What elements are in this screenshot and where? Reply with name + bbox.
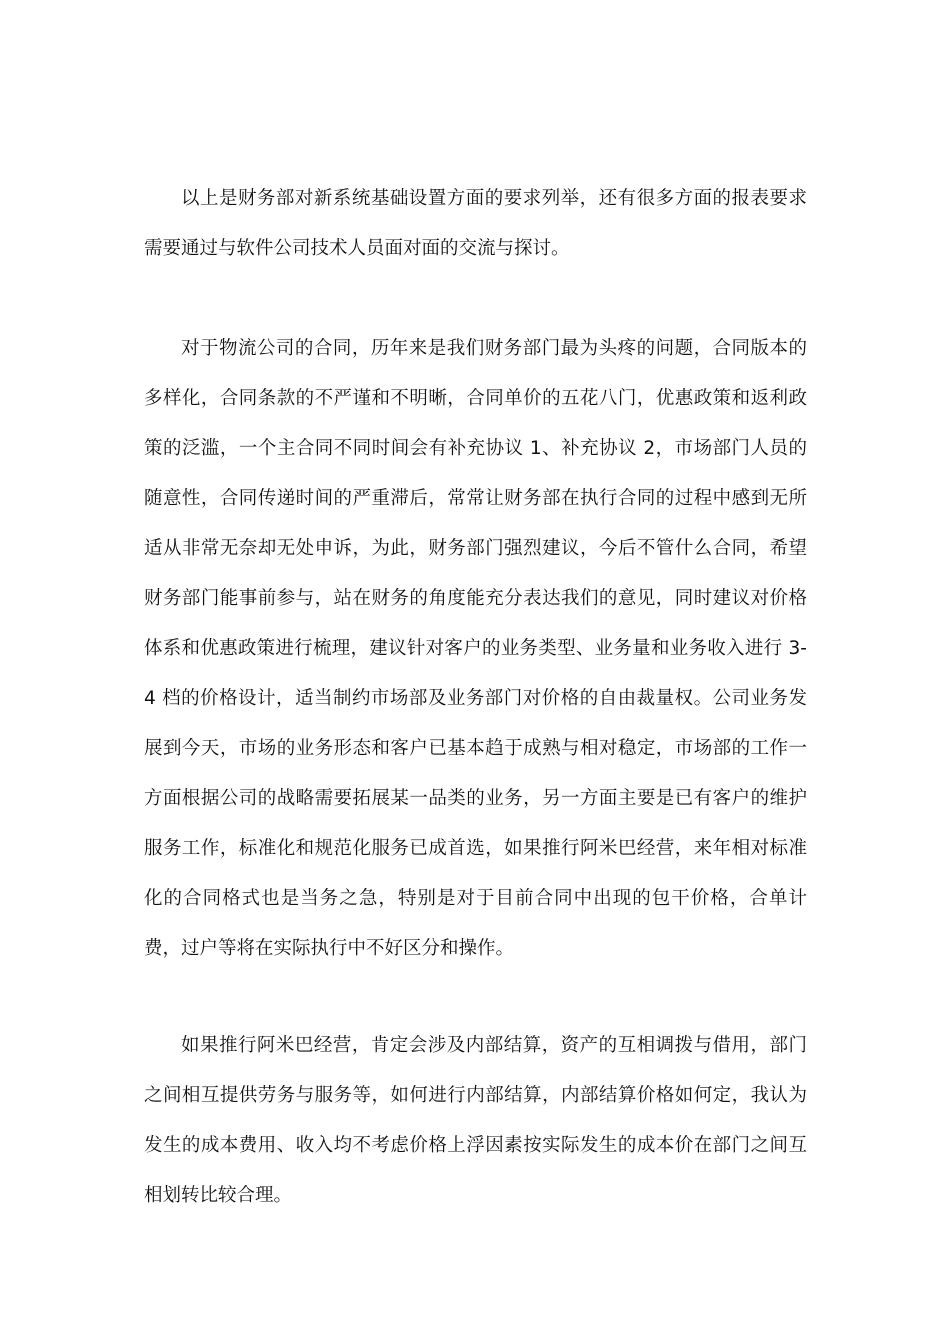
paragraph-basic-settings-summary: 以上是财务部对新系统基础设置方面的要求列举，还有很多方面的报表要求需要通过与软件公司技术人员面对面的交流与探讨。 xyxy=(144,188,807,259)
paragraph-contract-management: 对于物流公司的合同，历年来是我们财务部门最为头疼的问题，合同版本的多样化，合同条款的不严谨和不明晰，合同单价的五花八门，优惠政策和返利政策的泛滥，一个主合同不同时间会有补充协议 1、补充协议 2，市场部门人员的随意性，合同传递时间的严重滞后，常常让财务部在执行合同的过程中感到无所适从非常无奈却无处申诉，为此，财务部门强烈建议，今后不管什么合同，希望财务部门能事前参与，站在财务的角度能充分表达我们的意见，同时建议对价格体系和优惠政策进行梳理，建议针对客户的业务类型、业务量和业务收入进行 3-4 档的价格设计，适当制约市场部及业务部门对价格的自由裁量权。公司业务发展到今天，市场的业务形态和客户已基本趋于成熟与相对稳定，市场部的工作一方面根据公司的战略需要拓展某一品类的业务，另一方面主要是已有客户的维护服务工作，标准化和规范化服务已成首选，如果推行阿米巴经营，来年相对标准化的合同格式也是当务之急，特别是对于目前合同中出现的包干价格，合单计费，过户等将在实际执行中不好区分和操作。 xyxy=(144,338,807,959)
paragraph-internal-settlement: 如果推行阿米巴经营，肯定会涉及内部结算，资产的互相调拨与借用，部门之间相互提供劳务与服务等，如何进行内部结算，内部结算价格如何定，我认为发生的成本费用、收入均不考虑价格上浮因素按实际发生的成本价在部门之间互相划转比较合理。 xyxy=(144,1035,807,1206)
